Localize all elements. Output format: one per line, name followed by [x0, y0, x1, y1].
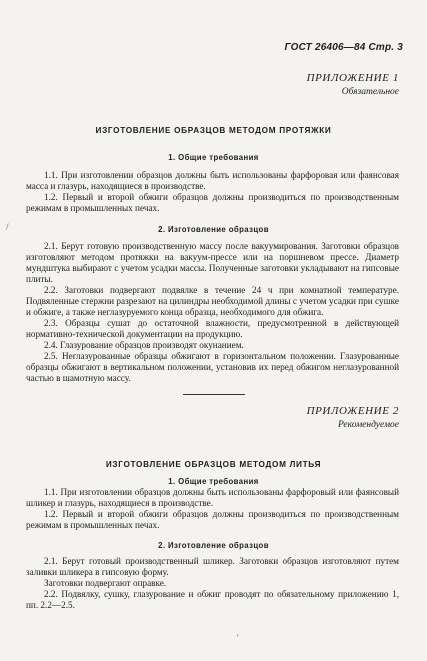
- appendix-2-status: Рекомендуемое: [337, 420, 399, 430]
- appendix-2-label: [307, 405, 399, 430]
- paragraph-1-2: 1.2. Первый и второй обжиги образцов должны производиться по производственным режимам в промышленных печах.: [26, 192, 399, 213]
- paragraph-2-2-1b: Заготовки подвергают оправке.: [44, 578, 167, 588]
- section-1-subheading-general: 1. Общие требования: [168, 153, 259, 162]
- section-1-subheading-making: 2. Изготовление образцов: [158, 225, 269, 234]
- section-1-making-paragraphs: [26, 241, 399, 384]
- section-divider: [183, 394, 245, 395]
- section-2-title: ИЗГОТОВЛЕНИЕ ОБРАЗЦОВ МЕТОДОМ ЛИТЬЯ: [105, 460, 322, 469]
- paragraph-2-2-2: 2.2. Подвялку, сушку, глазурование и обжиг проводят по обязательному приложению 1, пп. 2.2—2.5.: [26, 589, 399, 610]
- section-1-general-paragraphs: [26, 170, 399, 214]
- appendix-2-title: ПРИЛОЖЕНИЕ 2: [306, 405, 399, 417]
- paragraph-2-1-1: 1.1. При изготовлении образцов должны быть использованы фарфоровый или фаянсовый шликер и глазурь, находящиеся в производстве.: [26, 487, 399, 508]
- appendix-1-label: [307, 72, 399, 97]
- section-2-making-paragraphs: [26, 556, 399, 611]
- section-2-subheading-general: 1. Общие требования: [168, 477, 259, 486]
- paragraph-2-2-1: 2.1. Берут готовый производственный шликер. Заготовки образцов изготовляют путем заливки шликера в гипсовую форму.: [26, 556, 399, 577]
- paragraph-2-5: 2.5. Неглазурованные образцы обжигают в горизонтальном положении. Глазурованные образцы обжигают в вертикальном положении, установив их перед обжигом неглазурованной частью в шамотную массу.: [26, 351, 399, 383]
- margin-mark: /: [6, 222, 9, 232]
- appendix-1-status: Обязательное: [341, 87, 399, 97]
- appendix-1-title: ПРИЛОЖЕНИЕ 1: [306, 72, 399, 84]
- section-2-subheading-making: 2. Изготовление образцов: [158, 541, 269, 550]
- paragraph-2-1-2: 1.2. Первый и второй обжиги образцов должны производиться по производственным режимам в промышленных печах.: [26, 509, 399, 530]
- paragraph-1-1: 1.1. При изготовлении образцов должны быть использованы фарфоровая или фаянсовая масса и глазурь, находящиеся в производстве.: [26, 170, 399, 191]
- paragraph-2-3: 2.3. Образцы сушат до остаточной влажности, предусмотренной в действующей нормативно-технической документации на продукцию.: [26, 318, 399, 339]
- section-2-general-paragraphs: [26, 487, 399, 531]
- paragraph-2-4: 2.4. Глазурование образцов производят окунанием.: [44, 340, 244, 350]
- paragraph-2-1: 2.1. Берут готовую производственную массу после вакуумирования. Заготовки образцов изготовляют методом протяжки на вакуум-прессе или на поршневом прессе. Диаметр мундштука выбирают с учетом усадки массы. Полученные заготовки укладывают на гипсовые плиты.: [26, 241, 399, 284]
- paragraph-2-2: 2.2. Заготовки подвергают подвялке в течение 24 ч при комнатной температуре. Подвяленные стержни разрезают на цилиндры необходимой длины с учетом усадки при сушке и обжиге, а также неглазуруемого конца образца, необходимого для обжига.: [26, 285, 399, 317]
- section-1-title: ИЗГОТОВЛЕНИЕ ОБРАЗЦОВ МЕТОДОМ ПРОТЯЖКИ: [95, 126, 332, 135]
- footer-mark: ': [237, 633, 239, 643]
- page-header: ГОСТ 26406—84 Стр. 3: [284, 42, 403, 53]
